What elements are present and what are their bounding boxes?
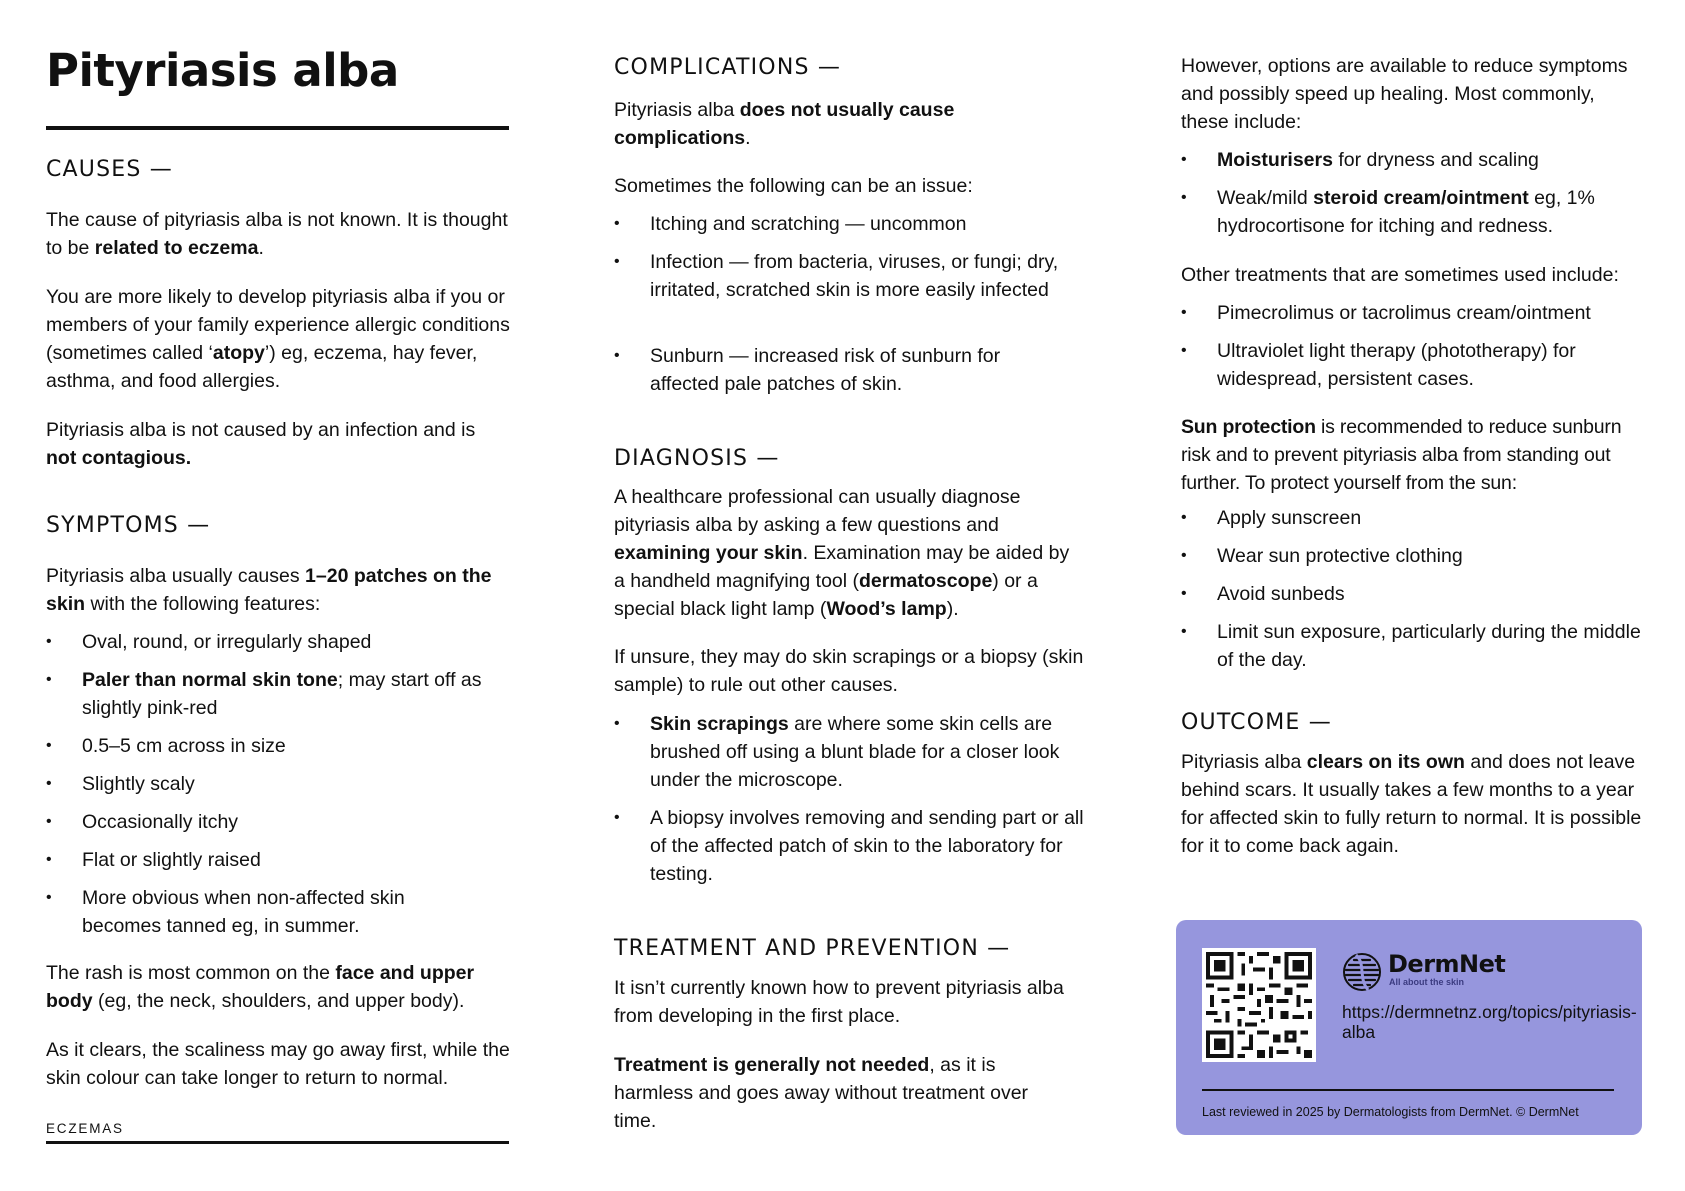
symptom-item: • More obvious when non-affected skin becomes tanned eg, in summer.	[46, 884, 466, 940]
causes-paragraph-2: You are more likely to develop pityriasis alba if you or members of your family experience allergic conditions (sometimes called ‘atopy’) eg, eczema, hay fever, asthma, and food allergies.	[46, 286, 510, 392]
complications-paragraph-1: Pityriasis alba does not usually cause complications.	[614, 99, 955, 149]
dermnet-brand-name: DermNet	[1388, 950, 1506, 978]
review-note: Last reviewed in 2025 by Dermatologists from DermNet. © DermNet	[1202, 1105, 1579, 1119]
treatment-item: • Ultraviolet light therapy (phototherapy) for widespread, persistent cases.	[1181, 337, 1647, 393]
symptoms-intro: Pityriasis alba usually causes 1–20 patches on the skin with the following features:	[46, 565, 492, 615]
causes-paragraph-3: Pityriasis alba is not caused by an infection and is not contagious.	[46, 419, 476, 469]
symptoms-clears-paragraph: As it clears, the scaliness may go away first, while the skin colour can take longer to return to normal.	[46, 1039, 510, 1089]
treatment-heading: TREATMENT AND PREVENTION —	[614, 936, 1011, 961]
treatment-paragraph-2: Treatment is generally not needed, as it is harmless and goes away without treatment over time.	[614, 1054, 1029, 1132]
symptom-item: • Flat or slightly raised	[46, 846, 509, 874]
dermnet-logo-icon	[1342, 952, 1384, 992]
symptom-item: • Oval, round, or irregularly shaped	[46, 628, 509, 656]
complications-heading: COMPLICATIONS —	[614, 55, 842, 80]
sun-protection-item: • Apply sunscreen	[1181, 504, 1647, 532]
symptoms-heading: SYMPTOMS —	[46, 513, 211, 538]
symptom-item: • Paler than normal skin tone; may start off as slightly pink-red	[46, 666, 509, 722]
page-title: Pityriasis alba	[46, 44, 399, 97]
complication-item: • Infection — from bacteria, viruses, or fungi; dry, irritated, scratched skin is more easily infected	[614, 248, 1084, 304]
sun-protection-item: • Limit sun exposure, particularly during the middle of the day.	[1181, 618, 1647, 674]
footer-divider	[46, 1141, 509, 1144]
dermnet-tagline: All about the skin	[1389, 977, 1465, 987]
diagnosis-paragraph-2: If unsure, they may do skin scrapings or a biopsy (skin sample) to rule out other causes.	[614, 646, 1084, 696]
causes-heading: CAUSES —	[46, 157, 173, 182]
symptoms-location-paragraph: The rash is most common on the face and upper body (eg, the neck, shoulders, and upper body).	[46, 962, 475, 1012]
causes-paragraph-1: The cause of pityriasis alba is not known. It is thought to be related to eczema.	[46, 209, 508, 259]
qr-code-icon[interactable]	[1202, 948, 1316, 1062]
category-label: ECZEMAS	[46, 1121, 124, 1136]
symptom-item: • Slightly scaly	[46, 770, 509, 798]
outcome-paragraph: Pityriasis alba clears on its own and does not leave behind scars. It usually takes a few months to a year for affected skin to fully return to normal. It is possible for it to come back again.	[1181, 751, 1642, 857]
sun-protection-item: • Avoid sunbeds	[1181, 580, 1647, 608]
treatment-item: • Moisturisers for dryness and scaling	[1181, 146, 1647, 174]
treatment-paragraph-1: It isn’t currently known how to prevent pityriasis alba from developing in the first place.	[614, 977, 1064, 1027]
sun-protection-item: • Wear sun protective clothing	[1181, 542, 1647, 570]
diagnosis-paragraph-1: A healthcare professional can usually diagnose pityriasis alba by asking a few questions and examining your skin. Examination may be aided by a handheld magnifying tool (dermatoscope) or a special black light lamp (Wood’s lamp).	[614, 486, 1070, 620]
treatment-paragraph-3: However, options are available to reduce symptoms and possibly speed up healing. Most commonly, these include:	[1181, 55, 1628, 133]
outcome-heading: OUTCOME —	[1181, 710, 1332, 735]
topic-url-link[interactable]: https://dermnetnz.org/topics/pityriasis-alba	[1342, 1002, 1637, 1042]
sun-protection-paragraph: Sun protection is recommended to reduce sunburn risk and to prevent pityriasis alba from standing out further. To protect yourself from the sun:	[1181, 416, 1622, 494]
treatment-item: • Weak/mild steroid cream/ointment eg, 1% hydrocortisone for itching and redness.	[1181, 184, 1647, 240]
title-divider	[46, 126, 509, 130]
symptom-item: • 0.5–5 cm across in size	[46, 732, 509, 760]
card-divider	[1202, 1089, 1614, 1091]
diagnosis-item: • Skin scrapings are where some skin cells are brushed off using a blunt blade for a closer look under the microscope.	[614, 710, 1084, 794]
complication-item: • Itching and scratching — uncommon	[614, 210, 1084, 238]
treatment-item: • Pimecrolimus or tacrolimus cream/ointment	[1181, 299, 1651, 327]
complication-item: • Sunburn — increased risk of sunburn for affected pale patches of skin.	[614, 342, 1054, 398]
dermnet-info-card	[1176, 920, 1642, 1135]
treatment-paragraph-4: Other treatments that are sometimes used include:	[1181, 264, 1619, 286]
symptom-item: • Occasionally itchy	[46, 808, 509, 836]
diagnosis-item: • A biopsy involves removing and sending part or all of the affected patch of skin to the laboratory for testing.	[614, 804, 1084, 888]
diagnosis-heading: DIAGNOSIS —	[614, 446, 780, 471]
complications-paragraph-2: Sometimes the following can be an issue:	[614, 175, 973, 197]
